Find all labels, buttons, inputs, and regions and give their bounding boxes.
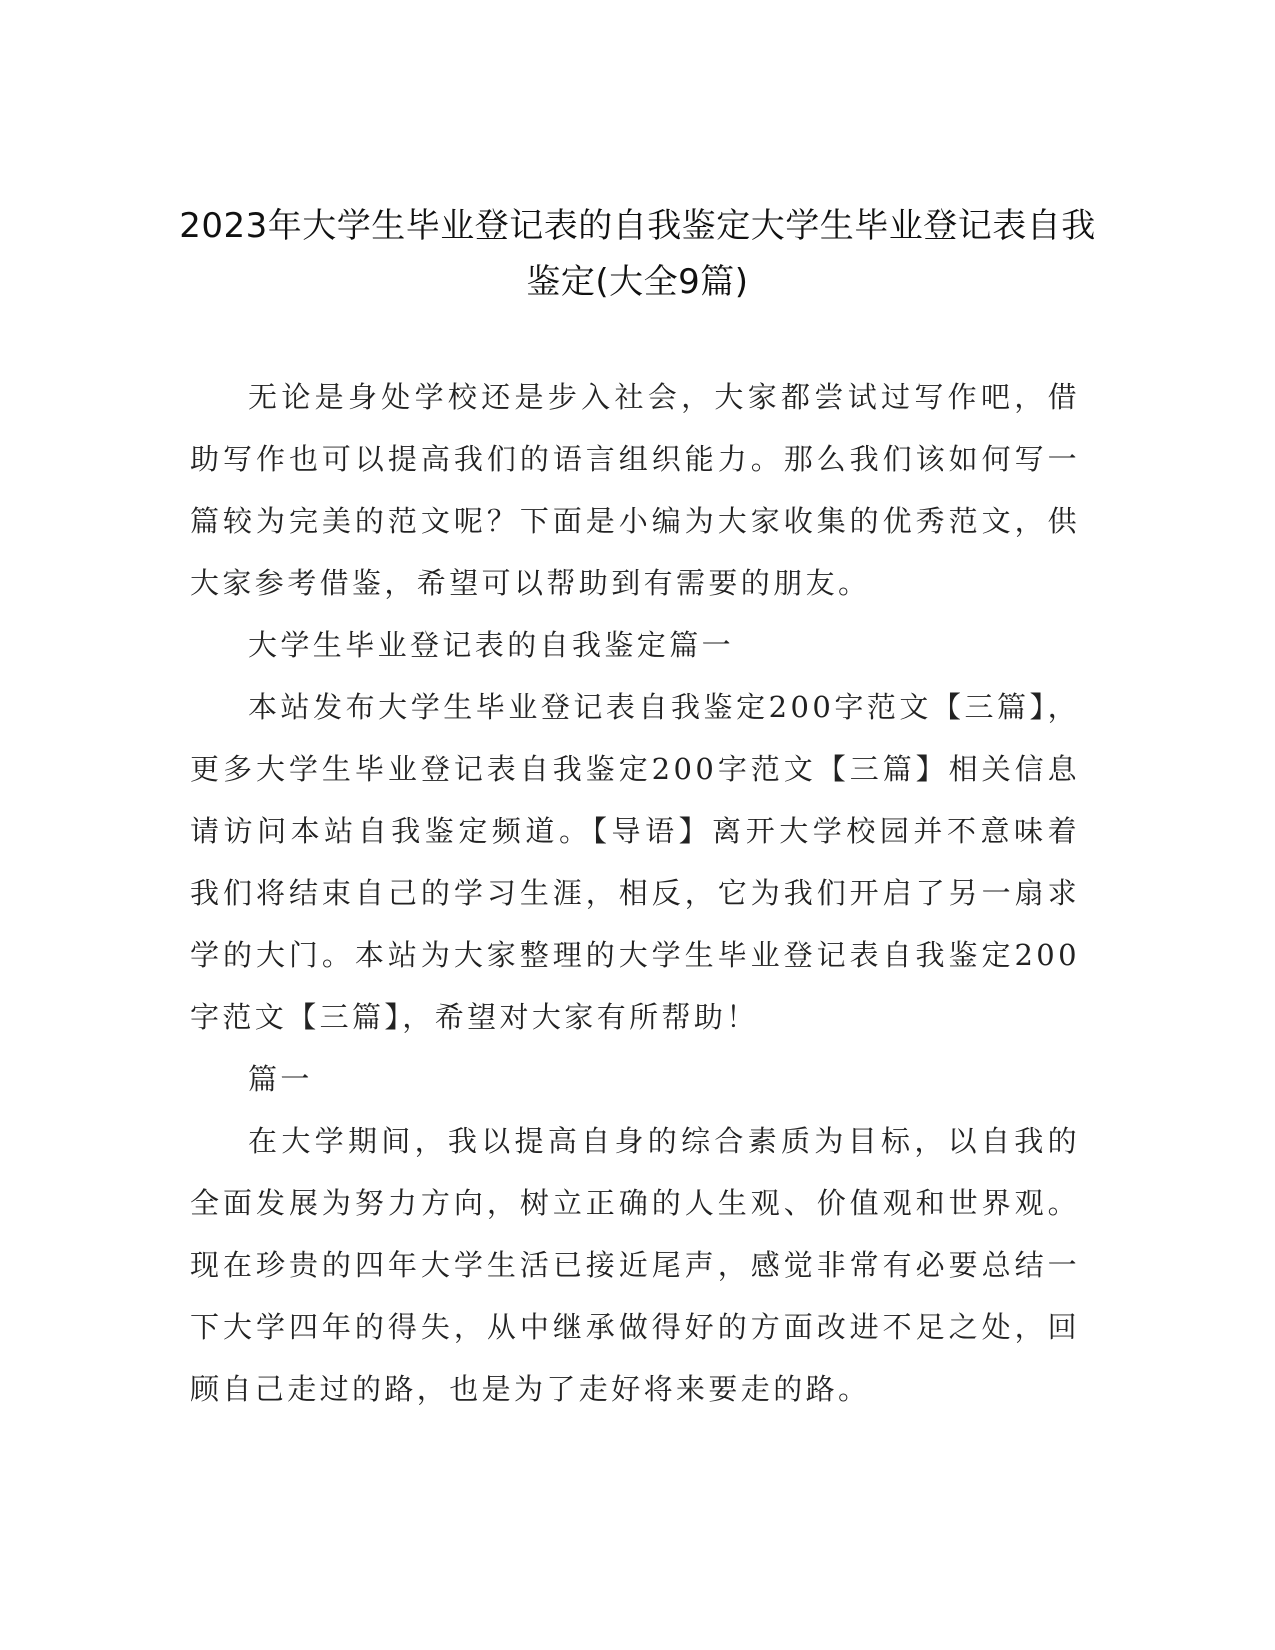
section-heading: 大学生毕业登记表的自我鉴定篇一 — [248, 628, 735, 662]
subsection-heading: 篇一 — [248, 1062, 313, 1096]
document-body — [190, 366, 1080, 1420]
intro-paragraph: 无论是身处学校还是步入社会，大家都尝试过写作吧，借助写作也可以提高我们的语言组织能力。那么我们该如何写一篇较为完美的范文呢？下面是小编为大家收集的优秀范文，供大家参考借鉴，希望可以帮助到有需要的朋友。 — [190, 380, 1080, 600]
document-title: 2023年大学生毕业登记表的自我鉴定大学生毕业登记表自我鉴定(大全9篇) — [179, 206, 1096, 302]
body-paragraph: 在大学期间，我以提高自身的综合素质为目标，以自我的全面发展为努力方向，树立正确的人生观、价值观和世界观。现在珍贵的四年大学生活已接近尾声，感觉非常有必要总结一下大学四年的得失，从中继承做得好的方面改进不足之处，回顾自己走过的路，也是为了走好将来要走的路。 — [190, 1124, 1080, 1406]
body-paragraph: 本站发布大学生毕业登记表自我鉴定200字范文【三篇】，更多大学生毕业登记表自我鉴定200字范文【三篇】相关信息请访问本站自我鉴定频道。【导语】离开大学校园并不意味着我们将结束自己的学习生涯，相反，它为我们开启了另一扇求学的大门。本站为大家整理的大学生毕业登记表自我鉴定200字范文【三篇】，希望对大家有所帮助！ — [190, 690, 1080, 1034]
